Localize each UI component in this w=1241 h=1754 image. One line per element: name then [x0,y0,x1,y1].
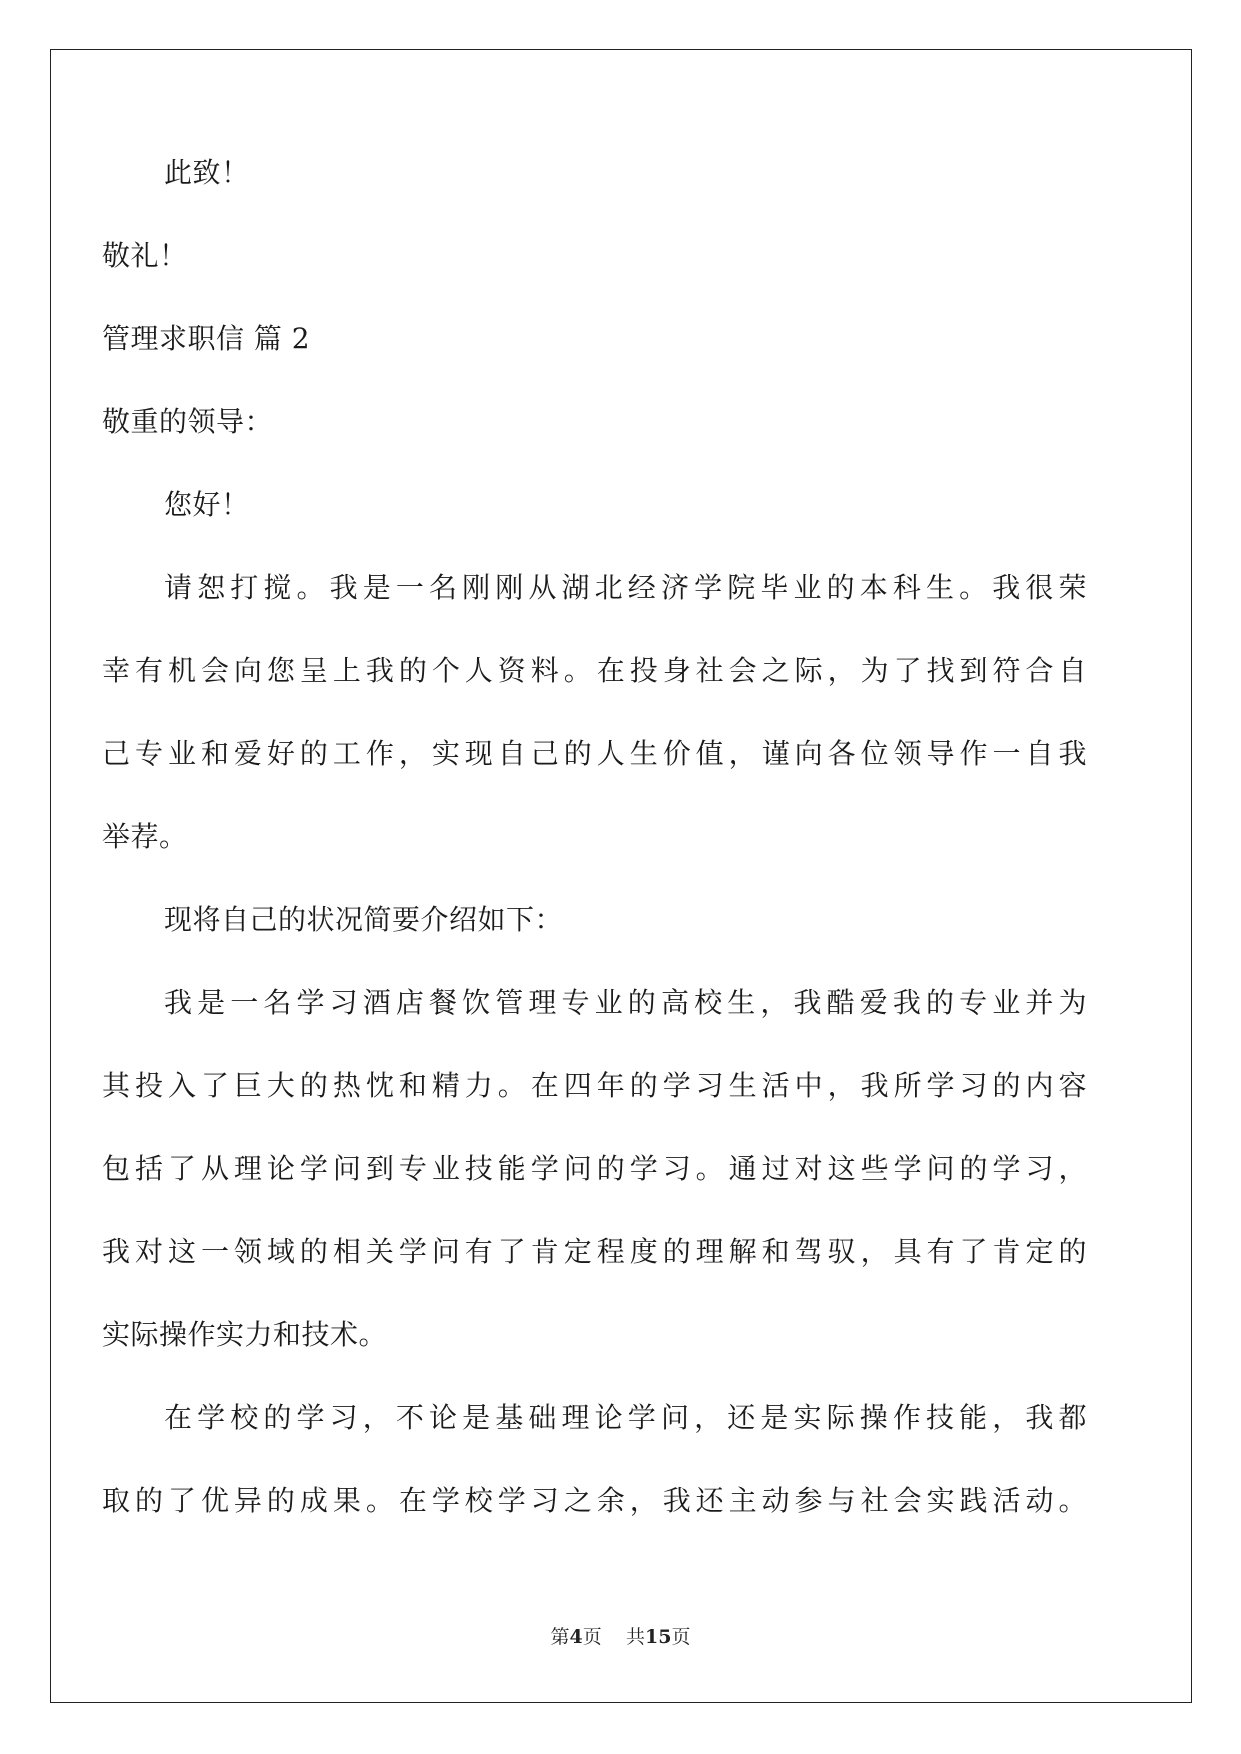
current-page-number: 4 [569,1626,583,1648]
text-line: 您好！ [164,488,250,521]
text-line: 请恕打搅。我是一名刚刚从湖北经济学院毕业的本科生。我很荣 [164,571,1087,604]
text-line: 实际操作实力和技术。 [102,1318,388,1351]
text-line: 取的了优异的成果。在学校学习之余，我还主动参与社会实践活动。 [102,1484,1087,1517]
text-line: 在学校的学习，不论是基础理论学问，还是实际操作技能，我都 [164,1401,1087,1434]
footer-total-prefix: 共 [625,1626,645,1648]
text-line: 包括了从理论学问到专业技能学问的学习。通过对这些学问的学习， [102,1152,1087,1185]
text-line: 举荐。 [102,820,188,853]
page-footer [0,1622,1241,1649]
total-pages-number: 15 [644,1626,672,1648]
text-line: 管理求职信 篇 2 [102,322,311,355]
text-line: 己专业和爱好的工作，实现自己的人生价值，谨向各位领导作一自我 [102,737,1087,770]
text-line: 敬重的领导： [102,405,274,438]
text-line: 此致！ [164,156,250,189]
footer-prefix: 第 [550,1626,570,1648]
text-line: 我是一名学习酒店餐饮管理专业的高校生，我酷爱我的专业并为 [164,986,1087,1019]
text-line: 现将自己的状况简要介绍如下： [164,903,564,936]
text-line: 敬礼！ [102,239,188,272]
text-line: 我对这一领域的相关学问有了肯定程度的理解和驾驭，具有了肯定的 [102,1235,1087,1268]
footer-total-suffix: 页 [671,1626,691,1648]
footer-page-word: 页 [582,1626,602,1648]
text-line: 其投入了巨大的热忱和精力。在四年的学习生活中，我所学习的内容 [102,1069,1087,1102]
text-line: 幸有机会向您呈上我的个人资料。在投身社会之际，为了找到符合自 [102,654,1087,687]
page-border [50,49,1192,1703]
